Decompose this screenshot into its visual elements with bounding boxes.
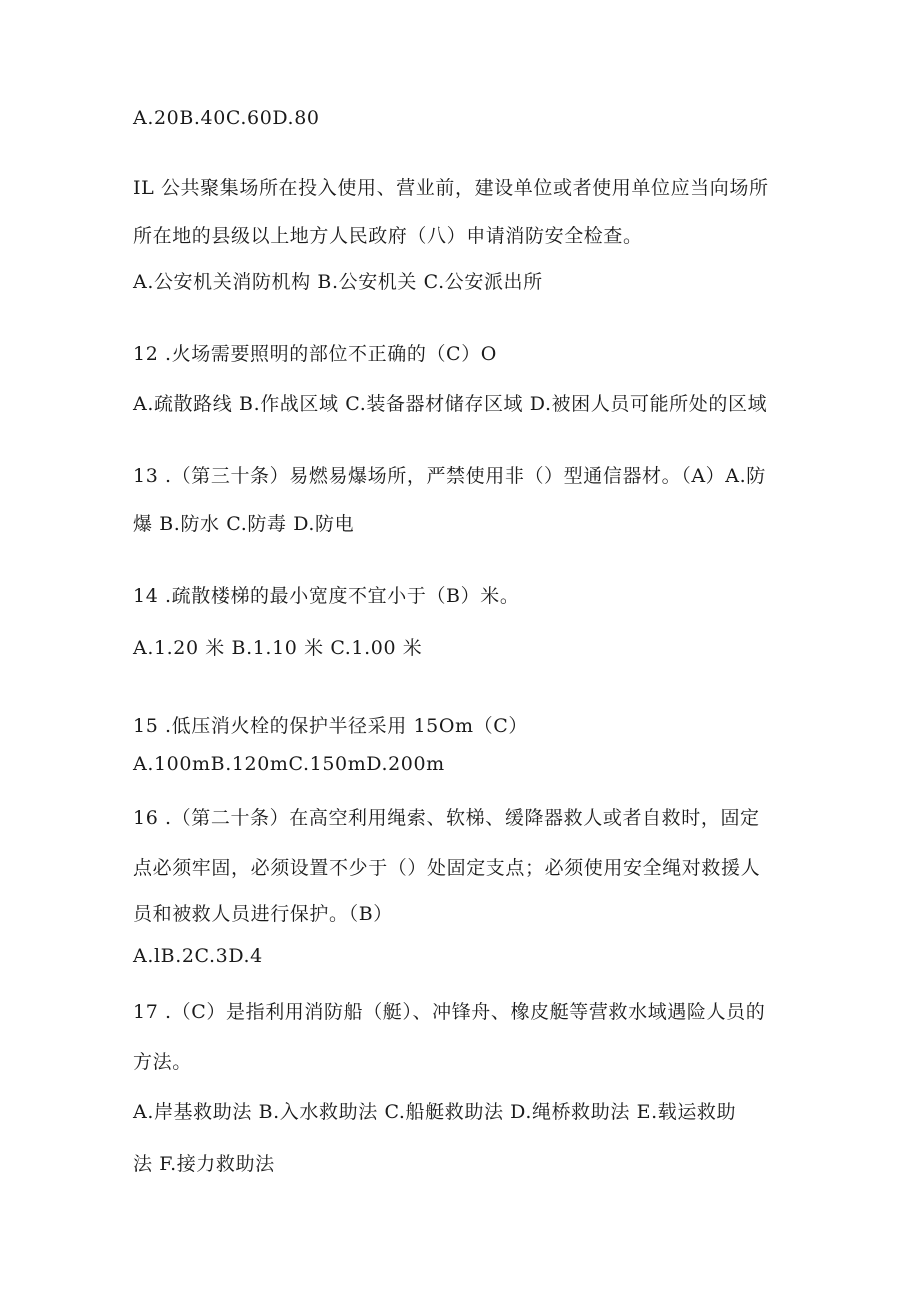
q11-question-line-2: 所在地的县级以上地方人民政府（八）申请消防安全检查。	[133, 225, 643, 247]
q15-question: 15 .低压消火栓的保护半径采用 15Om（C）	[133, 715, 529, 737]
q17-question-line-2: 方法。	[133, 1051, 192, 1073]
q10-options: A.20B.40C.60D.80	[133, 107, 320, 129]
q17-options-line-2: 法 F.接力救助法	[133, 1153, 275, 1175]
q13-question-line-1: 13 .（第三十条）易燃易爆场所，严禁使用非（）型通信器材。（A）A.防	[133, 465, 766, 487]
q16-question-line-2: 点必须牢固，必须设置不少于（）处固定支点；必须使用安全绳对救援人	[133, 857, 761, 879]
q16-options: A.lB.2C.3D.4	[133, 945, 263, 967]
q12-options: A.疏散路线 B.作战区域 C.装备器材储存区域 D.被困人员可能所处的区域	[133, 393, 768, 415]
q17-options-line-1: A.岸基救助法 B.入水救助法 C.船艇救助法 D.绳桥救助法 E.载运救助	[133, 1101, 737, 1123]
q14-question: 14 .疏散楼梯的最小宽度不宜小于（B）米。	[133, 585, 520, 607]
q12-question: 12 .火场需要照明的部位不正确的（C）O	[133, 343, 497, 365]
q16-question-line-3: 员和被救人员进行保护。（B）	[133, 903, 393, 925]
q16-question-line-1: 16 .（第二十条）在高空利用绳索、软梯、缓降器救人或者自救时，固定	[133, 807, 760, 829]
q11-options: A.公安机关消防机构 B.公安机关 C.公安派出所	[133, 271, 543, 293]
q13-question-line-2: 爆 B.防水 C.防毒 D.防电	[133, 513, 355, 535]
q11-question-line-1: IL 公共聚集场所在投入使用、营业前，建设单位或者使用单位应当向场所	[133, 177, 769, 199]
q15-options: A.100mB.120mC.150mD.200m	[133, 753, 445, 775]
q14-options: A.1.20 米 B.1.10 米 C.1.00 米	[133, 637, 423, 659]
q17-question-line-1: 17 .（C）是指利用消防船（艇）、冲锋舟、橡皮艇等营救水域遇险人员的	[133, 1001, 766, 1023]
